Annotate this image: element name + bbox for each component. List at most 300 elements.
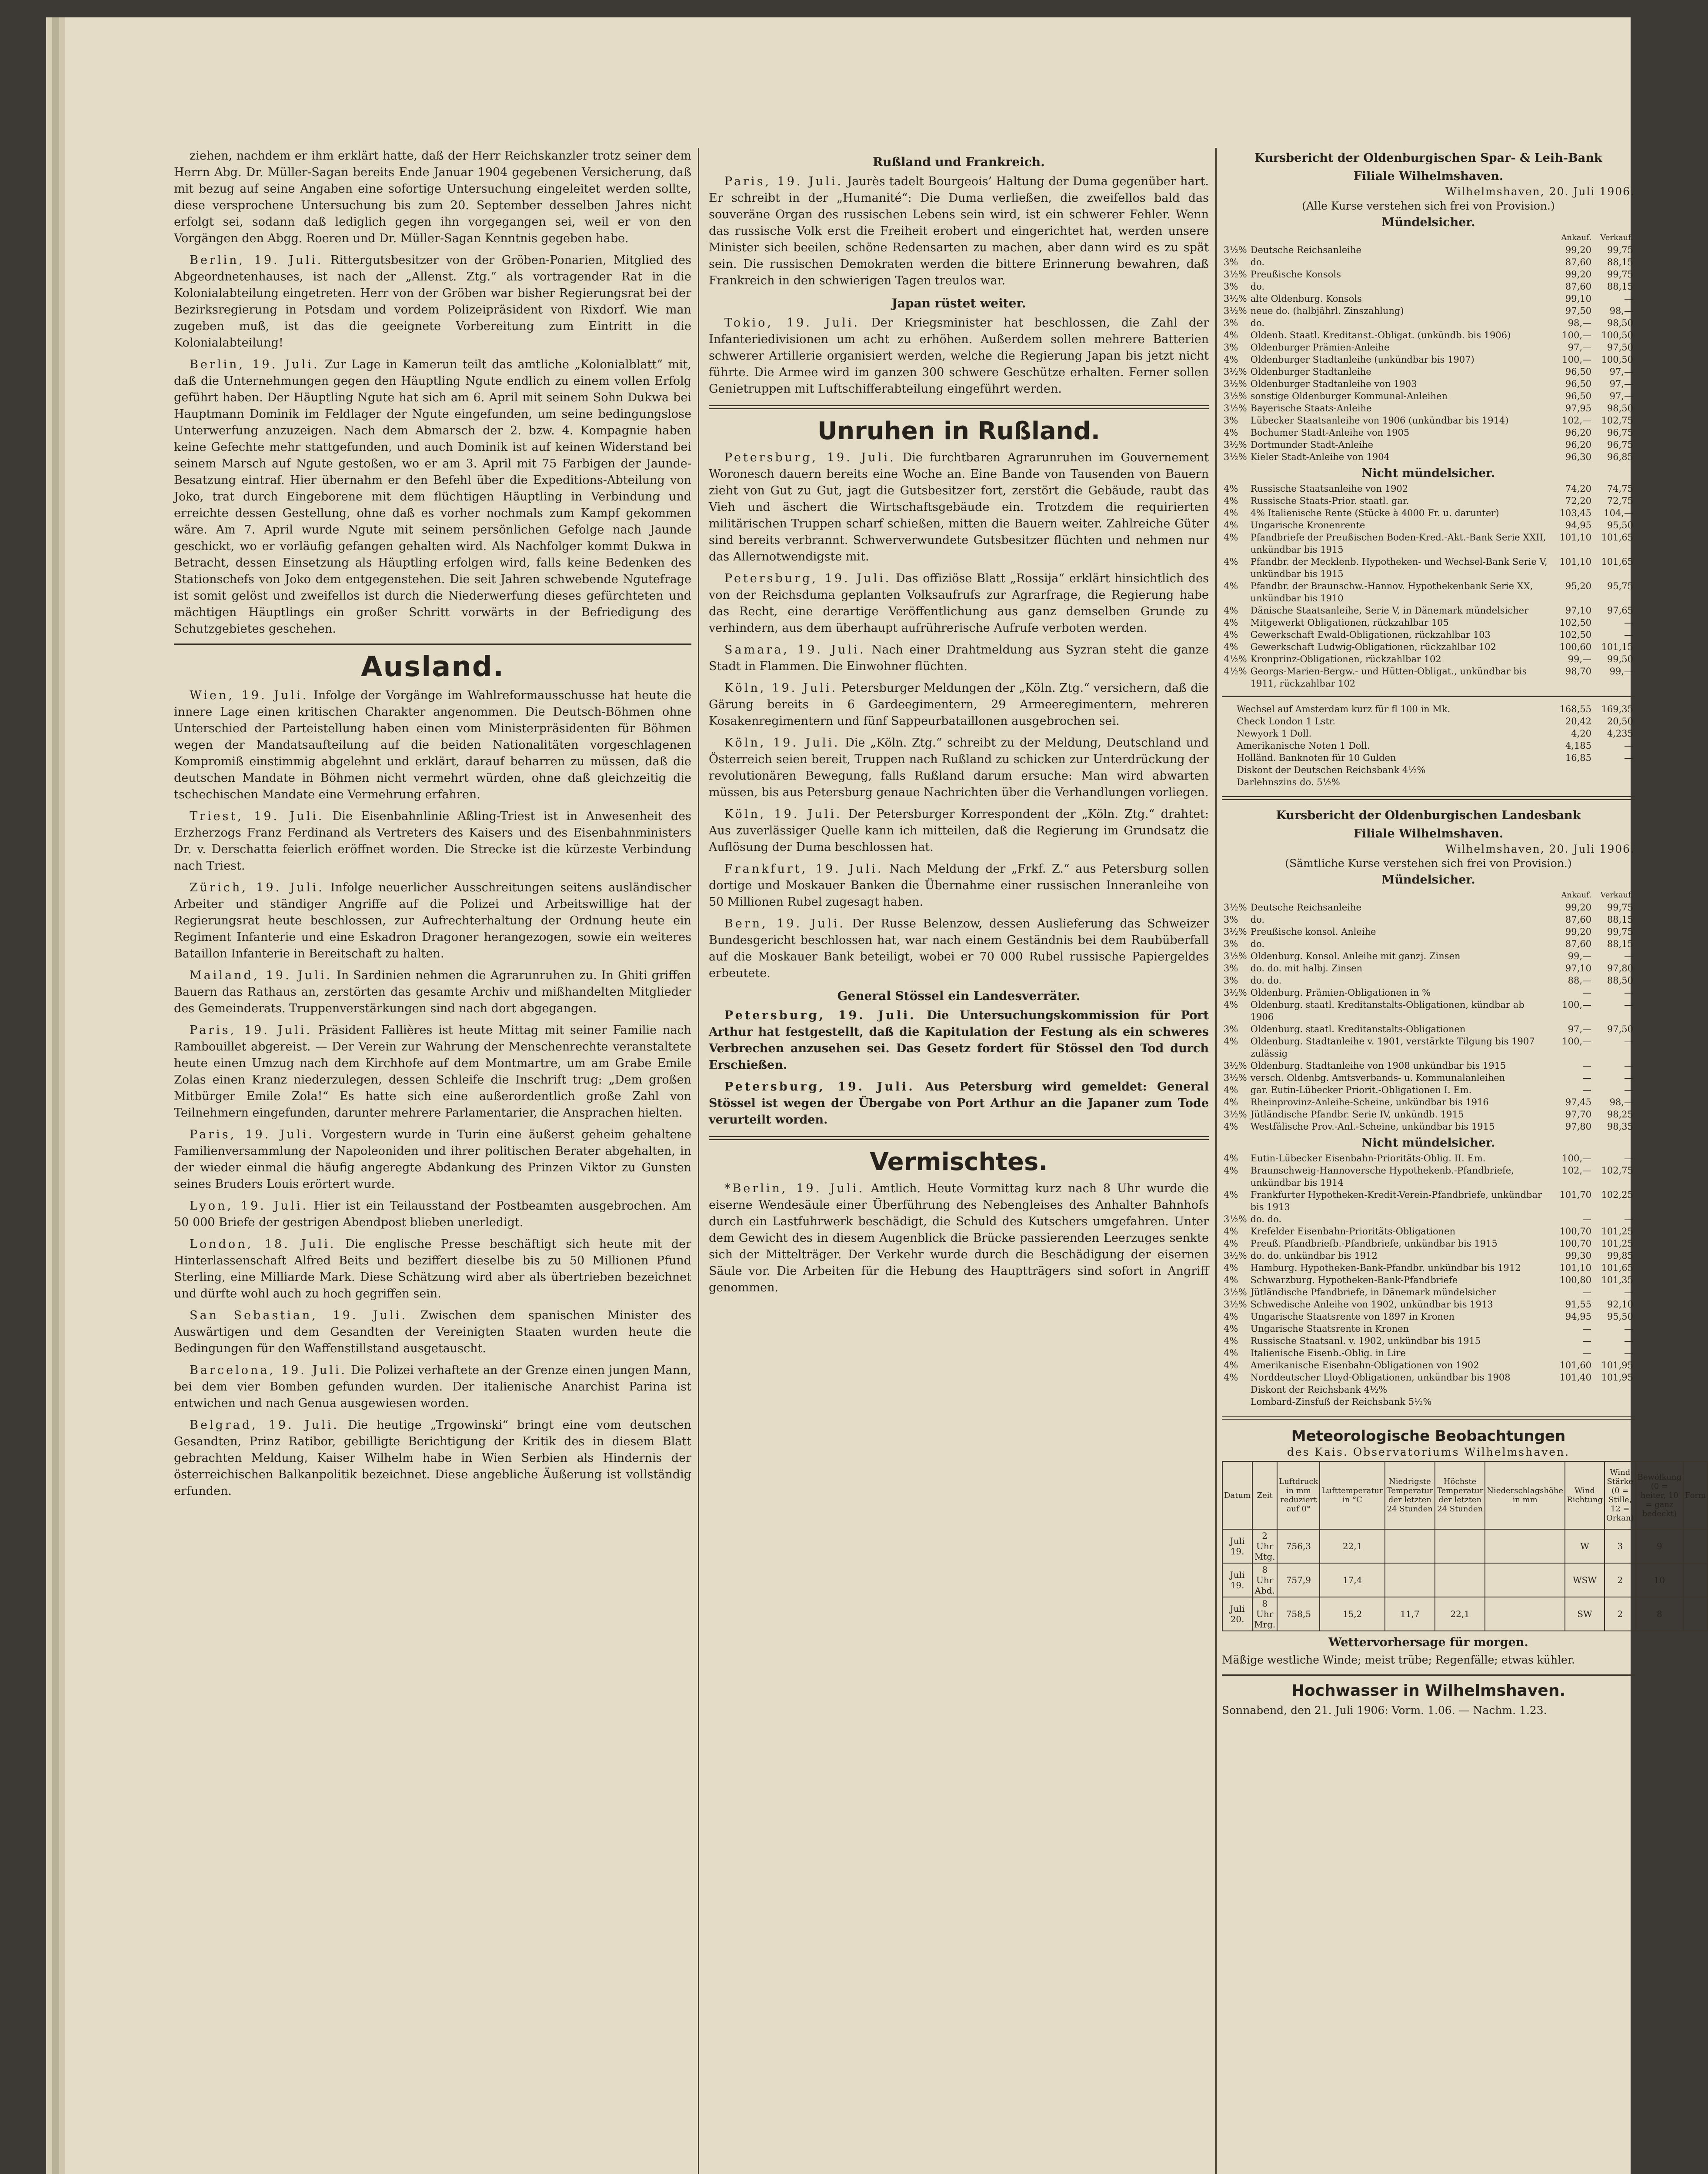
table-row bbox=[1222, 329, 1635, 341]
table-cell: Frankfurter Hypotheken-Kredit-Verein-Pfandbriefe, unkündbar bis 1913 bbox=[1250, 1190, 1542, 1212]
table-cell bbox=[1222, 764, 1235, 776]
table-cell: Russische Staats-Prior. staatl. gar. bbox=[1250, 496, 1409, 506]
meteorology-row bbox=[1222, 1529, 1708, 1563]
dateline: Berlin, 19. Juli. bbox=[190, 358, 320, 371]
table-cell: do. bbox=[1250, 281, 1265, 292]
table-cell: Eutin-Lübecker Eisenbahn-Prioritäts-Oblig. II. Em. bbox=[1250, 1153, 1486, 1164]
table-cell: — bbox=[1582, 1336, 1591, 1346]
table-cell: 4% bbox=[1224, 483, 1238, 494]
article-text: Die englische Presse beschäftigt sich heute mit der Hinterlassenschaft Alfred Beits und beziffert dieselbe bis zu 50 Millionen Pfund Sterling, eine Milliarde Mark. Diese Schätzung wird aber als übertrieben bezeichnet und dürfte wohl auch zu hoch gegriffen sein. bbox=[174, 1237, 692, 1300]
table-row bbox=[1222, 987, 1635, 999]
table-cell: 3½% bbox=[1224, 1250, 1247, 1261]
table-cell: Oldenburger Prämien-Anleihe bbox=[1250, 342, 1390, 353]
kursbericht-1-subtitle: Filiale Wilhelmshaven. bbox=[1353, 170, 1504, 183]
table-cell: 97,65 bbox=[1607, 605, 1633, 616]
table-cell: 4% bbox=[1224, 1360, 1238, 1370]
dateline: San Sebastian, 19. Juli. bbox=[190, 1309, 407, 1322]
meteorology-column-header: Höchste Temperatur der letzten 24 Stunden bbox=[1435, 1461, 1485, 1529]
table-cell: Westfälische Prov.-Anl.-Scheine, unkündbar bis 1915 bbox=[1250, 1121, 1495, 1132]
table-cell: Newyork 1 Doll. bbox=[1237, 728, 1312, 739]
article bbox=[709, 315, 1209, 397]
table-cell: Amerikanische Eisenbahn-Obligationen von 1902 bbox=[1250, 1360, 1479, 1370]
table-row bbox=[1222, 950, 1635, 962]
table-cell: 3½% bbox=[1224, 987, 1247, 998]
kursbericht-1-table-2 bbox=[1222, 483, 1635, 690]
table-cell: 100,70 bbox=[1559, 1226, 1591, 1237]
table-cell: Jütländische Pfandbriefe, in Dänemark mündelsicher bbox=[1250, 1287, 1496, 1297]
table-cell: — bbox=[1582, 1287, 1591, 1297]
table-cell: Dänische Staatsanleihe, Serie V, in Dänemark mündelsicher bbox=[1250, 605, 1529, 616]
table-cell: 169,35 bbox=[1601, 704, 1633, 714]
table-cell: Oldenb. Staatl. Kreditanst.-Obligat. (unkündb. bis 1906) bbox=[1250, 330, 1511, 340]
table-cell: 95,50 bbox=[1607, 1311, 1633, 1322]
meteorology-column-header: Wind Stärke (0 = Stille, 12 = Orkan) bbox=[1605, 1461, 1636, 1529]
kursbericht-1-table-3 bbox=[1222, 703, 1635, 788]
table-cell: 100,80 bbox=[1559, 1275, 1591, 1285]
table-cell: 3½% bbox=[1224, 1299, 1247, 1310]
table-row bbox=[1222, 1262, 1635, 1274]
meteorology-cell: 17,4 bbox=[1320, 1563, 1384, 1597]
table-cell: 97,— bbox=[1568, 1024, 1591, 1034]
divider bbox=[709, 1136, 1209, 1140]
table-cell: Preußische konsol. Anleihe bbox=[1250, 927, 1376, 937]
table-cell: — bbox=[1582, 987, 1591, 998]
table-row bbox=[1222, 604, 1635, 617]
article bbox=[174, 1022, 691, 1121]
table-cell: 4% bbox=[1224, 1036, 1238, 1047]
table-row bbox=[1222, 1237, 1635, 1250]
article-text: Nach einer Drahtmeldung aus Syzran steht die ganze Stadt in Flammen. Die Einwohner flüchten. bbox=[709, 643, 1209, 673]
newspaper-page bbox=[65, 17, 1706, 2174]
table-cell: 87,60 bbox=[1565, 939, 1591, 949]
table-cell: 4% bbox=[1224, 581, 1238, 591]
table-row bbox=[1222, 1396, 1635, 1408]
table-cell: 99,10 bbox=[1565, 293, 1591, 304]
article-text: Petersburger Meldungen der „Köln. Ztg.“ versichern, daß die Gärung bereits in 6 Gardeegimentern, 29 Armeeregimentern, mehreren Kosakenregimentern und fünf Sappeurbataillonen ausgebrochen sei. bbox=[709, 681, 1209, 728]
table-cell: 4% bbox=[1224, 1226, 1238, 1237]
dateline: *Berlin, 19. Juli. bbox=[724, 1182, 864, 1195]
table-cell: 88,15 bbox=[1607, 939, 1633, 949]
table-cell: Schwedische Anleihe von 1902, unkündbar bis 1913 bbox=[1250, 1299, 1493, 1310]
meteorology-cell: 8 bbox=[1636, 1597, 1684, 1631]
table-cell: 100,— bbox=[1562, 1000, 1591, 1010]
table-cell: 4% bbox=[1224, 1348, 1238, 1358]
meteorology-cell bbox=[1485, 1597, 1565, 1631]
dateline: Paris, 19. Juli. bbox=[190, 1024, 312, 1037]
table-row bbox=[1222, 1213, 1635, 1225]
table-cell: — bbox=[1624, 630, 1633, 640]
table-cell: Gewerkschaft Ewald-Obligationen, rückzahlbar 103 bbox=[1250, 630, 1491, 640]
table-row bbox=[1222, 974, 1635, 987]
table-cell bbox=[1222, 703, 1235, 715]
table-row bbox=[1222, 1359, 1635, 1371]
column-rule-1 bbox=[698, 148, 699, 2174]
table-cell: 100,50 bbox=[1601, 330, 1633, 340]
table-row bbox=[1222, 580, 1635, 604]
table-cell: 97,— bbox=[1609, 391, 1633, 401]
meteorology-column-header: Zeit bbox=[1252, 1461, 1277, 1529]
table-cell: 4% bbox=[1224, 557, 1238, 567]
table-cell: 101,95 bbox=[1601, 1360, 1633, 1370]
meteorology-cell bbox=[1683, 1563, 1708, 1597]
table-cell: — bbox=[1624, 1085, 1633, 1095]
table-cell: 96,50 bbox=[1565, 379, 1591, 389]
table-cell: Amerikanische Noten 1 Doll. bbox=[1237, 740, 1370, 751]
meteorology-cell: 757,9 bbox=[1277, 1563, 1320, 1597]
table-cell: Norddeutscher Lloyd-Obligationen, unkündbar bis 1908 bbox=[1250, 1372, 1511, 1383]
table-cell bbox=[1222, 740, 1235, 752]
table-cell: 97,50 bbox=[1607, 342, 1633, 353]
table-cell: 101,15 bbox=[1601, 642, 1633, 652]
table-row bbox=[1222, 1164, 1635, 1189]
table-cell: 3½% bbox=[1224, 269, 1247, 280]
article-text: In Sardinien nehmen die Agrarunruhen zu. In Ghiti griffen Bauern das Rathaus an, zerstörten das gesamte Archiv und mißhandelten Mitglieder des Gemeinderats. Truppenverstärkungen sind nach dort abgegangen. bbox=[174, 969, 691, 1015]
table-row bbox=[1222, 617, 1635, 629]
table-row bbox=[1222, 507, 1635, 519]
table-cell: 4% Italienische Rente (Stücke à 4000 Fr. u. darunter) bbox=[1250, 508, 1499, 518]
col-verkauf: Verkauf. bbox=[1600, 890, 1633, 900]
meteorology-row bbox=[1222, 1563, 1708, 1597]
table-cell: 4% bbox=[1224, 1190, 1238, 1200]
article-text: Die „Köln. Ztg.“ schreibt zu der Meldung, Deutschland und Österreich seien bereit, Truppen nach Rußland zu schicken zur Unterdrückung der revolutionären Bewegung, falls Rußland darum ersuche: Man wird abwarten müssen, bis aus Petersburg genaue Nachrichten über die Verhandlungen vorliegen. bbox=[709, 736, 1209, 799]
table-cell: — bbox=[1582, 1214, 1591, 1224]
table-cell: 3% bbox=[1224, 914, 1238, 925]
dateline: Berlin, 19. Juli. bbox=[190, 253, 324, 267]
col-ankauf: Ankauf. bbox=[1561, 233, 1591, 242]
table-cell: do. do. unkündbar bis 1912 bbox=[1250, 1250, 1378, 1261]
table-cell: do. bbox=[1250, 318, 1265, 328]
table-cell: — bbox=[1582, 1348, 1591, 1358]
kursbericht-1-section-muendelsicher: Mündelsicher. bbox=[1381, 216, 1475, 229]
table-cell: 100,70 bbox=[1559, 1238, 1591, 1249]
article bbox=[709, 1180, 1209, 1296]
dateline: Köln, 19. Juli. bbox=[724, 681, 838, 695]
table-cell: 97,10 bbox=[1565, 605, 1591, 616]
table-cell: Oldenburg. Stadtanleihe v. 1901, verstärkte Tilgung bis 1907 zulässig bbox=[1250, 1036, 1535, 1059]
table-row bbox=[1222, 256, 1635, 268]
table-cell: Dortmunder Stadt-Anleihe bbox=[1250, 440, 1374, 450]
table-cell bbox=[1551, 764, 1593, 776]
table-cell: 98,70 bbox=[1565, 666, 1591, 677]
table-cell: — bbox=[1624, 1287, 1633, 1297]
table-row bbox=[1222, 764, 1635, 776]
table-cell: 97,70 bbox=[1565, 1109, 1591, 1120]
table-cell: 4% bbox=[1224, 605, 1238, 616]
article bbox=[174, 880, 691, 962]
meteorology-row bbox=[1222, 1597, 1708, 1631]
kursbericht-2-title: Kursbericht der Oldenburgischen Landesbank bbox=[1276, 809, 1581, 822]
table-cell: 3% bbox=[1224, 975, 1238, 986]
table-cell bbox=[1222, 715, 1235, 727]
table-row bbox=[1222, 268, 1635, 280]
meteorology-cell bbox=[1385, 1563, 1435, 1597]
table-cell: 97,80 bbox=[1565, 1121, 1591, 1132]
table-cell: 101,10 bbox=[1559, 532, 1591, 543]
table-row bbox=[1222, 1035, 1635, 1060]
table-cell: — bbox=[1624, 293, 1633, 304]
table-cell: 99,75 bbox=[1607, 927, 1633, 937]
meteorology-title: Meteorologische Beobachtungen bbox=[1291, 1427, 1566, 1445]
article-berlin-2 bbox=[174, 357, 691, 637]
table-cell: Lombard-Zinsfuß der Reichsbank 5½% bbox=[1250, 1397, 1432, 1407]
meteorology-column-header: Lufttemperatur in °C bbox=[1320, 1461, 1384, 1529]
article bbox=[709, 1079, 1209, 1128]
table-cell: 100,50 bbox=[1601, 354, 1633, 365]
table-cell: Italienische Eisenb.-Oblig. in Lire bbox=[1250, 1348, 1406, 1358]
table-cell: 98,— bbox=[1609, 306, 1633, 316]
table-cell: Darlehnszins do. 5½% bbox=[1237, 777, 1340, 787]
high-tide-heading: Hochwasser in Wilhelmshaven. bbox=[1291, 1682, 1566, 1700]
table-cell: 3½% bbox=[1224, 440, 1247, 450]
table-cell: do. bbox=[1250, 939, 1265, 949]
article-text: Zwischen dem spanischen Minister des Auswärtigen und dem Gesandten der Vereinigten Staaten wurden heute die Bedingungen für den Waffenstillstand ausgetauscht. bbox=[174, 1309, 691, 1355]
table-cell: 3½% bbox=[1224, 927, 1247, 937]
table-cell: 102,75 bbox=[1601, 1165, 1633, 1176]
table-cell: 3½% bbox=[1224, 306, 1247, 316]
table-cell: 97,— bbox=[1568, 342, 1591, 353]
table-cell: 101,40 bbox=[1559, 1372, 1591, 1383]
kursbericht-2-table-2 bbox=[1222, 1152, 1635, 1408]
table-cell: Braunschweig-Hannoversche Hypothekenb.-Pfandbriefe, unkündbar bis 1914 bbox=[1250, 1165, 1514, 1188]
table-cell: — bbox=[1624, 1336, 1633, 1346]
article-text: Infolge neuerlicher Ausschreitungen seitens ausländischer Arbeiter und ständiger Angriffe auf die Polizei und Arbeitswillige hat der Regierungsrat heute beschlossen, zur Aufrechterhaltung der Ordnung heute ein Regiment Infanterie und eine Eskadron Dragoner herangezogen, sowie ein weiteres Bataillon Infanterie in Bereitschaft zu halten. bbox=[174, 881, 691, 960]
meteorology-cell: 15,2 bbox=[1320, 1597, 1384, 1631]
table-cell: 20,42 bbox=[1565, 716, 1591, 727]
meteorology-cell: 8 Uhr Abd. bbox=[1252, 1563, 1277, 1597]
table-cell: 98,50 bbox=[1607, 403, 1633, 413]
article-continuation: ziehen, nachdem er ihm erklärt hatte, daß der Herr Reichskanzler trotz seiner dem Herrn Abg. Dr. Müller-Sagan bereits Ende Januar 1904 gegebenen Versicherung, daß mit bezug auf seine Angaben eine sofortige Untersuchung eingeleitet werden sollte, diese versprochene Untersuchung bis zum 20. September desselben Jahres nicht erfolgt sei, sodann daß lediglich gegen ihn vorgegangen sei, weil er von den Vorgängen den Abgg. Roeren und Dr. Müller-Sagan Kenntnis gegeben habe. bbox=[174, 149, 691, 245]
table-row bbox=[1222, 378, 1635, 390]
table-cell: 88,— bbox=[1568, 975, 1591, 986]
table-cell: 3½% bbox=[1224, 245, 1247, 255]
table-row bbox=[1222, 926, 1635, 938]
dateline: Mailand, 19. Juli. bbox=[190, 969, 332, 982]
table-cell: Wechsel auf Amsterdam kurz für fl 100 in Mk. bbox=[1237, 704, 1451, 714]
article-text: Nach Meldung der „Frkf. Z.“ aus Petersburg sollen dortige und Moskauer Banken die Übernahme einer russischen Inneranleihe von 50 Millionen Rubel zugesagt haben. bbox=[709, 862, 1209, 909]
table-cell: Oldenburger Stadtanleihe von 1903 bbox=[1250, 379, 1417, 389]
table-cell: alte Oldenburg. Konsols bbox=[1250, 293, 1362, 304]
table-cell: — bbox=[1624, 951, 1633, 961]
table-cell: Jütländische Pfandbr. Serie IV, unkündb. 1915 bbox=[1250, 1109, 1464, 1120]
table-cell: 101,65 bbox=[1601, 557, 1633, 567]
table-row bbox=[1222, 1347, 1635, 1359]
kursbericht-2-note: (Sämtliche Kurse verstehen sich frei von Provision.) bbox=[1285, 857, 1572, 870]
table-cell: 100,60 bbox=[1559, 642, 1591, 652]
table-row bbox=[1222, 938, 1635, 950]
table-cell: 3½% bbox=[1224, 1073, 1247, 1083]
table-row bbox=[1222, 439, 1635, 451]
table-row bbox=[1222, 1298, 1635, 1310]
table-cell: Oldenburg. Prämien-Obligationen in % bbox=[1250, 987, 1431, 998]
meteorology-column-header: Bewölkung (0 = heiter, 10 = ganz bedeckt) bbox=[1636, 1461, 1684, 1529]
table-cell: — bbox=[1624, 617, 1633, 628]
heading-stoessel: General Stössel ein Landesverräter. bbox=[837, 989, 1081, 1003]
table-cell bbox=[1551, 1396, 1593, 1408]
kursbericht-2-section-muendelsicher: Mündelsicher. bbox=[1381, 873, 1475, 887]
table-cell: 3½% bbox=[1224, 379, 1247, 389]
article bbox=[709, 450, 1209, 565]
table-cell bbox=[1222, 1396, 1249, 1408]
table-cell: 97,50 bbox=[1607, 1024, 1633, 1034]
table-row bbox=[1222, 1120, 1635, 1133]
table-cell: 4% bbox=[1224, 496, 1238, 506]
kursbericht-1-date: Wilhelmshaven, 20. Juli 1906. bbox=[1445, 185, 1635, 198]
unruhen-articles bbox=[709, 450, 1209, 982]
table-row bbox=[1222, 427, 1635, 439]
article bbox=[174, 1362, 691, 1412]
table-cell: — bbox=[1582, 1073, 1591, 1083]
table-cell: 100,— bbox=[1562, 330, 1591, 340]
table-cell: 3½% bbox=[1224, 1287, 1247, 1297]
heading-russland-frankreich: Rußland und Frankreich. bbox=[873, 155, 1045, 169]
meteorology-column-header: Wind Richtung bbox=[1565, 1461, 1605, 1529]
table-cell: 100,— bbox=[1562, 1153, 1591, 1164]
table-cell: 3½% bbox=[1224, 391, 1247, 401]
table-cell: Bayerische Staats-Anleihe bbox=[1250, 403, 1372, 413]
table-row bbox=[1222, 280, 1635, 293]
dateline: Köln, 19. Juli. bbox=[724, 807, 842, 821]
dateline: Petersburg, 19. Juli. bbox=[724, 1080, 915, 1094]
table-cell: Mitgewerkt Obligationen, rückzahlbar 105 bbox=[1250, 617, 1449, 628]
table-cell: sonstige Oldenburger Kommunal-Anleihen bbox=[1250, 391, 1448, 401]
meteorology-cell bbox=[1485, 1529, 1565, 1563]
table-cell: Gewerkschaft Ludwig-Obligationen, rückzahlbar 102 bbox=[1250, 642, 1496, 652]
article-text: Infolge der Vorgänge im Wahlreformausschusse hat heute die innere Lage einen kritischen Charakter angenommen. Die Deutsch-Böhmen ohne Unterschied der Parteistellung haben einen vom Ministerpräsidenten für Böhmen wegen der Mandatsaufteilung auf die beiden Nationalitäten vorgeschlagenen Kompromiß einstimmig abgelehnt und erklärt, darauf beharren zu müssen, daß die deutschen Mandate in Böhmen nicht vermehrt würden, ohne daß gleichzeitig die tschechischen Mandate eine Vermehrung erfahren. bbox=[174, 689, 691, 801]
table-cell: Check London 1 Lstr. bbox=[1237, 716, 1336, 727]
table-cell: versch. Oldenbg. Amtsverbands- u. Kommunalanleihen bbox=[1250, 1073, 1505, 1083]
dateline: Barcelona, 19. Juli. bbox=[190, 1364, 347, 1377]
divider bbox=[1222, 1416, 1635, 1420]
table-cell: — bbox=[1624, 1348, 1633, 1358]
meteorology-cell: 2 bbox=[1605, 1563, 1636, 1597]
table-cell: — bbox=[1624, 1060, 1633, 1071]
table-cell: Oldenburger Stadtanleihe bbox=[1250, 367, 1371, 377]
article bbox=[709, 680, 1209, 730]
divider bbox=[1222, 1674, 1635, 1676]
dateline: Belgrad, 19. Juli. bbox=[190, 1418, 339, 1432]
table-cell: 88,15 bbox=[1607, 914, 1633, 925]
table-cell: 4% bbox=[1224, 630, 1238, 640]
meteorology-cell: WSW bbox=[1565, 1563, 1605, 1597]
meteorology-cell: 2 bbox=[1605, 1597, 1636, 1631]
table-cell: Deutsche Reichsanleihe bbox=[1250, 902, 1361, 913]
table-cell: 4% bbox=[1224, 1324, 1238, 1334]
ausland-articles bbox=[174, 687, 691, 1500]
article-text: Amtlich. Heute Vormittag kurz nach 8 Uhr wurde die eiserne Wendesäule einer Überführung des Nebengleises des Anhalter Bahnhofs durch ein Lastfuhrwerk beschädigt, die Schuld des Kutschers umgefahren. Unter dem Gewicht des in diesem Augenblick die Brücke passierenden Leerzuges senkte sich der Mittelträger. Der Verkehr wurde durch die Beschädigung der eisernen Säule vor. Die Arbeiten für die Hebung des Hauptträgers sind sofort in Angriff genommen. bbox=[709, 1182, 1209, 1294]
table-row bbox=[1222, 414, 1635, 427]
table-cell: 3% bbox=[1224, 281, 1238, 292]
divider bbox=[1222, 696, 1635, 697]
article bbox=[709, 861, 1209, 910]
table-cell: 16,85 bbox=[1565, 753, 1591, 763]
table-cell: 102,50 bbox=[1559, 630, 1591, 640]
article-text: Die Polizei verhaftete an der Grenze einen jungen Mann, bei dem vier Bomben gefunden wurden. Der italienische Anarchist Parina ist entwichen und nach Genua ausgewiesen worden. bbox=[174, 1364, 691, 1410]
table-cell: 3% bbox=[1224, 963, 1238, 974]
article bbox=[709, 1007, 1209, 1074]
table-cell: 3% bbox=[1224, 257, 1238, 267]
table-row bbox=[1222, 776, 1635, 788]
table-row bbox=[1222, 341, 1635, 353]
meteorology-column-header: Form bbox=[1683, 1461, 1708, 1529]
meteorology-cell: 9 bbox=[1636, 1529, 1684, 1563]
table-cell: 20,50 bbox=[1607, 716, 1633, 727]
table-cell: 98,50 bbox=[1607, 318, 1633, 328]
table-cell: 168,55 bbox=[1559, 704, 1591, 714]
table-row bbox=[1222, 1323, 1635, 1335]
table-cell: 97,50 bbox=[1565, 306, 1591, 316]
table-row bbox=[1222, 495, 1635, 507]
forecast-heading: Wettervorhersage für morgen. bbox=[1328, 1636, 1528, 1649]
article bbox=[174, 1417, 691, 1500]
table-cell: 4% bbox=[1224, 1263, 1238, 1273]
table-cell: 103,45 bbox=[1559, 508, 1591, 518]
table-row bbox=[1222, 293, 1635, 305]
table-cell: 99,— bbox=[1568, 951, 1591, 961]
table-row bbox=[1222, 914, 1635, 926]
article-berlin-1 bbox=[174, 252, 691, 351]
table-cell: 3% bbox=[1224, 342, 1238, 353]
table-cell: — bbox=[1624, 753, 1633, 763]
dateline: Lyon, 19. Juli. bbox=[190, 1199, 308, 1213]
table-cell: Hamburg. Hypotheken-Bank-Pfandbr. unkündbar bis 1912 bbox=[1250, 1263, 1521, 1273]
table-cell: 101,70 bbox=[1559, 1190, 1591, 1200]
table-cell: 97,80 bbox=[1607, 963, 1633, 974]
table-row bbox=[1222, 1225, 1635, 1237]
meteorology-column-header: Datum bbox=[1222, 1461, 1252, 1529]
table-cell: 4% bbox=[1224, 1000, 1238, 1010]
table-cell: 101,25 bbox=[1601, 1238, 1633, 1249]
table-row bbox=[1222, 1096, 1635, 1108]
table-row bbox=[1222, 752, 1635, 764]
table-cell: 101,95 bbox=[1601, 1372, 1633, 1383]
article bbox=[174, 1236, 691, 1302]
table-cell: 96,20 bbox=[1565, 440, 1591, 450]
table-row bbox=[1222, 901, 1635, 914]
table-cell: 98,35 bbox=[1607, 1121, 1633, 1132]
meteorology-cell: 756,3 bbox=[1277, 1529, 1320, 1563]
table-cell: Pfandbriefe der Preußischen Boden-Kred.-Akt.-Bank Serie XXII, unkündbar bis 1915 bbox=[1250, 532, 1546, 555]
table-row bbox=[1222, 715, 1635, 727]
table-cell: Preuß. Pfandbriefb.-Pfandbriefe, unkündbar bis 1915 bbox=[1250, 1238, 1498, 1249]
forecast-text: Mäßige westliche Winde; meist trübe; Regenfälle; etwas kühler. bbox=[1222, 1654, 1575, 1666]
table-cell: 74,75 bbox=[1607, 483, 1633, 494]
table-cell: 4% bbox=[1224, 1121, 1238, 1132]
table-cell: do. do. bbox=[1250, 1214, 1282, 1224]
table-cell: 96,50 bbox=[1565, 367, 1591, 377]
table-cell: 96,30 bbox=[1565, 452, 1591, 462]
dateline: Petersburg, 19. Juli. bbox=[724, 1009, 916, 1022]
table-cell: 100,— bbox=[1562, 1036, 1591, 1047]
table-cell: — bbox=[1624, 740, 1633, 751]
meteorology-cell: W bbox=[1565, 1529, 1605, 1563]
meteorology-cell: 11,7 bbox=[1385, 1597, 1435, 1631]
table-cell: 3½% bbox=[1224, 902, 1247, 913]
table-row bbox=[1222, 531, 1635, 556]
table-cell: 4% bbox=[1224, 508, 1238, 518]
table-cell: 99,85 bbox=[1607, 1250, 1633, 1261]
table-cell: 99,20 bbox=[1565, 927, 1591, 937]
table-cell: — bbox=[1624, 1073, 1633, 1083]
table-cell: gar. Eutin-Lübecker Priorit.-Obligationen I. Em. bbox=[1250, 1085, 1472, 1095]
table-row bbox=[1222, 390, 1635, 402]
column-2 bbox=[709, 148, 1209, 2174]
meteorology-table bbox=[1222, 1461, 1708, 1631]
table-row bbox=[1222, 1274, 1635, 1286]
meteorology-column-header: Luftdruck in mm reduziert auf 0° bbox=[1277, 1461, 1320, 1529]
meteorology-cell bbox=[1385, 1529, 1435, 1563]
table-row bbox=[1222, 1084, 1635, 1096]
table-cell: 99,— bbox=[1609, 666, 1633, 677]
